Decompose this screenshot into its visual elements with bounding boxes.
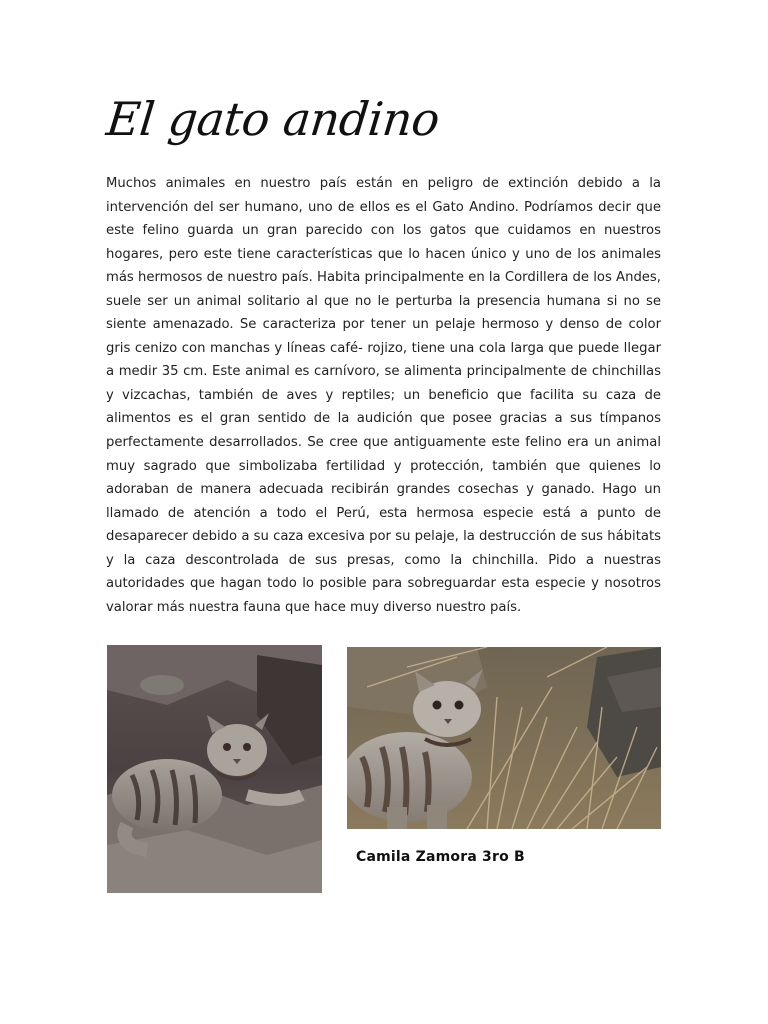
body-paragraph: Muchos animales en nuestro país están en peligro de extinción debido a la intervención del ser humano, uno de ellos es el Gato Andino. Podríamos decir que este felino guarda un gran parecido con los gatos que cuidamos en nuestros hogares, pero este tiene características que lo hacen único y uno de los animales más hermosos de nuestro país. Habita principalmente en la Cordillera de los Andes, suele ser un animal solitario al que no le perturba la presencia humana si no se siente amenazado. Se caracteriza por tener un pelaje hermoso y denso de color gris cenizo con manchas y líneas café- rojizo, tiene una cola larga que puede llegar a medir 35 cm. Este animal es carnívoro, se alimenta principalmente de chinchillas y vizcachas, también de aves y reptiles; un beneficio que facilita su caza de alimentos es el gran sentido de la audición que posee gracias a sus tímpanos perfectamente desarrollados. Se cree que antiguamente este felino era un animal muy sagrado que simbolizaba fertilidad y protección, también que quienes lo adoraban de manera adecuada recibirán grandes cosechas y ganado. Hago un llamado de atención a todo el Perú, esta hermosa especie está a punto de desaparecer debido a su caza excesiva por su pelaje, la destrucción de sus hábitats y la caza descontrolada de sus presas, como la chinchilla. Pido a nuestras autoridades que hagan todo lo posible para sobreguardar esta especie y nosotros valorar más nuestra fauna que hace muy diverso nuestro país. — [106, 176, 661, 615]
andean-cat-rocks-photo — [107, 645, 322, 893]
author-caption: Camila Zamora 3ro B — [356, 849, 525, 865]
page-title: El gato andino — [104, 92, 442, 146]
andean-cat-grass-photo — [347, 647, 661, 829]
